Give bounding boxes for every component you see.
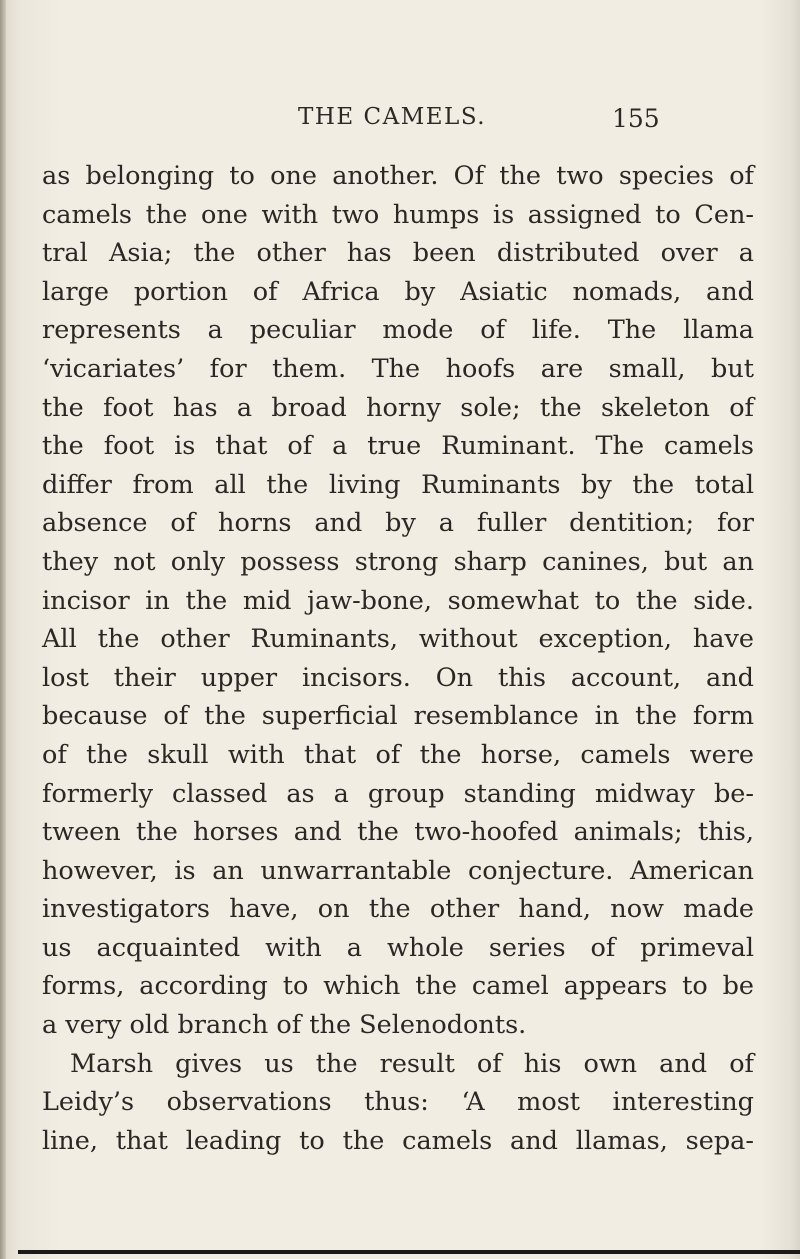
text-line: incisor in the mid jaw-bone, somewhat to the side. [42, 585, 754, 616]
text-line: line, that leading to the camels and llamas, sepa- [42, 1125, 754, 1156]
text-line: represents a peculiar mode of life. The llama [42, 315, 754, 346]
running-head [0, 104, 800, 144]
paragraph-end-line: a very old branch of the Selenodonts. [42, 1010, 527, 1041]
text-line: because of the superficial resemblance in the form [42, 701, 754, 732]
page-binding-edge [0, 0, 6, 1259]
text-line: formerly classed as a group standing midway be- [42, 778, 754, 809]
running-title: THE CAMELS. [298, 104, 487, 130]
text-line: lost their upper incisors. On this account, and [42, 662, 754, 693]
text-line: camels the one with two humps is assigned to Cen- [42, 199, 754, 230]
text-line: Leidy’s observations thus: ‘A most interesting [42, 1087, 754, 1118]
text-line: the foot has a broad horny sole; the skeleton of [42, 392, 754, 423]
text-line: investigators have, on the other hand, now made [42, 894, 754, 925]
text-line: differ from all the living Ruminants by the total [42, 469, 754, 500]
text-line: tral Asia; the other has been distributed over a [42, 238, 754, 269]
bottom-edge-rule [18, 1250, 800, 1254]
text-line: as belonging to one another. Of the two species of [42, 161, 754, 191]
body-text [42, 157, 754, 1160]
text-line: large portion of Africa by Asiatic nomads, and [42, 276, 754, 307]
page-number: 155 [612, 104, 660, 133]
text-line: the foot is that of a true Ruminant. The camels [42, 431, 754, 462]
text-line: All the other Ruminants, without exception, have [42, 624, 754, 655]
text-line: forms, according to which the camel appears to be [42, 971, 754, 1002]
text-line: us acquainted with a whole series of primeval [42, 932, 754, 963]
paragraph-start-line: Marsh gives us the result of his own and of [70, 1048, 754, 1079]
text-line: absence of horns and by a fuller dentition; for [42, 508, 754, 539]
text-line: they not only possess strong sharp canines, but an [42, 546, 754, 577]
text-line: tween the horses and the two-hoofed animals; this, [42, 817, 754, 848]
text-line: however, is an unwarrantable conjecture. American [42, 855, 754, 886]
text-line: ‘vicariates’ for them. The hoofs are small, but [42, 353, 754, 384]
text-line: of the skull with that of the horse, camels were [42, 739, 754, 770]
